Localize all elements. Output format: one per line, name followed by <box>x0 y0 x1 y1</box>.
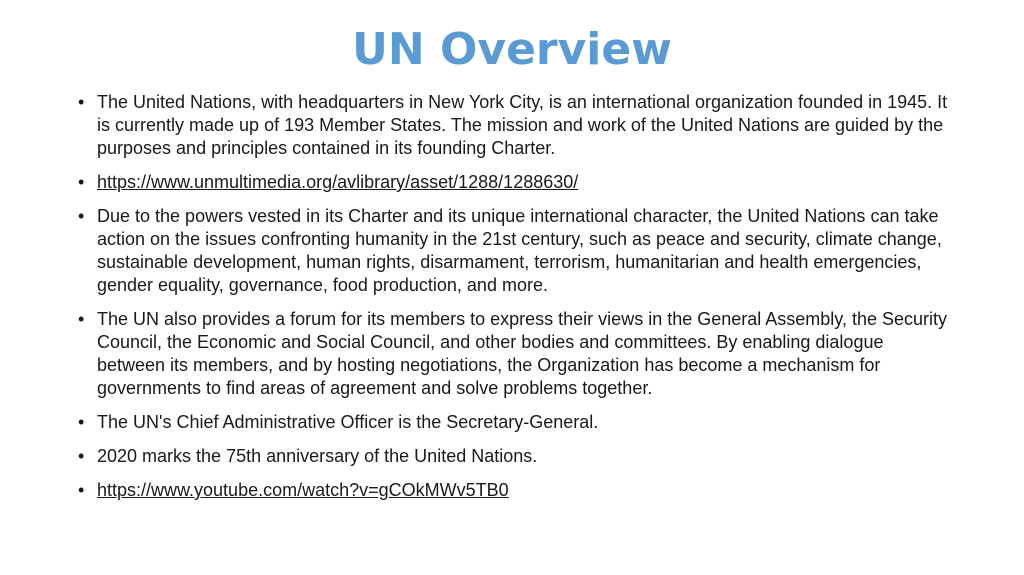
bullet-dot-icon: • <box>78 412 85 432</box>
bullet-dot-icon: • <box>78 92 85 112</box>
bullet-item <box>78 91 948 160</box>
bullet-text: The UN also provides a forum for its members to express their views in the General Assembly, the Security Council, the Economic and Social Council, and other bodies and committees. By enabling dialogue between its members, and by hosting negotiations, the Organization has become a mechanism for governments to find areas of agreement and solve problems together. <box>97 309 947 398</box>
bullet-list <box>78 91 948 513</box>
bullet-dot-icon: • <box>78 446 85 466</box>
bullet-item <box>78 445 948 468</box>
bullet-dot-icon: • <box>78 480 85 500</box>
bullet-dot-icon: • <box>78 309 85 329</box>
bullet-dot-icon: • <box>78 172 85 192</box>
bullet-item <box>78 411 948 434</box>
youtube-link[interactable]: https://www.youtube.com/watch?v=gCOkMWv5TB0 <box>97 480 509 500</box>
bullet-item <box>78 205 948 297</box>
unmultimedia-link[interactable]: https://www.unmultimedia.org/avlibrary/asset/1288/1288630/ <box>97 172 579 192</box>
bullet-text: The UN's Chief Administrative Officer is the Secretary-General. <box>97 412 599 432</box>
bullet-text: The United Nations, with headquarters in New York City, is an international organization founded in 1945. It is currently made up of 193 Member States. The mission and work of the United Nations are guided by the purposes and principles contained in its founding Charter. <box>97 92 948 158</box>
slide-title: UN Overview <box>352 24 672 75</box>
bullet-dot-icon: • <box>78 206 85 226</box>
bullet-text: Due to the powers vested in its Charter and its unique international character, the United Nations can take action on the issues confronting humanity in the 21st century, such as peace and security, climate change, sustainable development, human rights, disarmament, terrorism, humanitarian and health emergencies, gender equality, governance, food production, and more. <box>97 206 942 295</box>
bullet-item <box>78 308 948 400</box>
bullet-text: 2020 marks the 75th anniversary of the United Nations. <box>97 446 538 466</box>
bullet-item <box>78 479 948 502</box>
bullet-item <box>78 171 948 194</box>
